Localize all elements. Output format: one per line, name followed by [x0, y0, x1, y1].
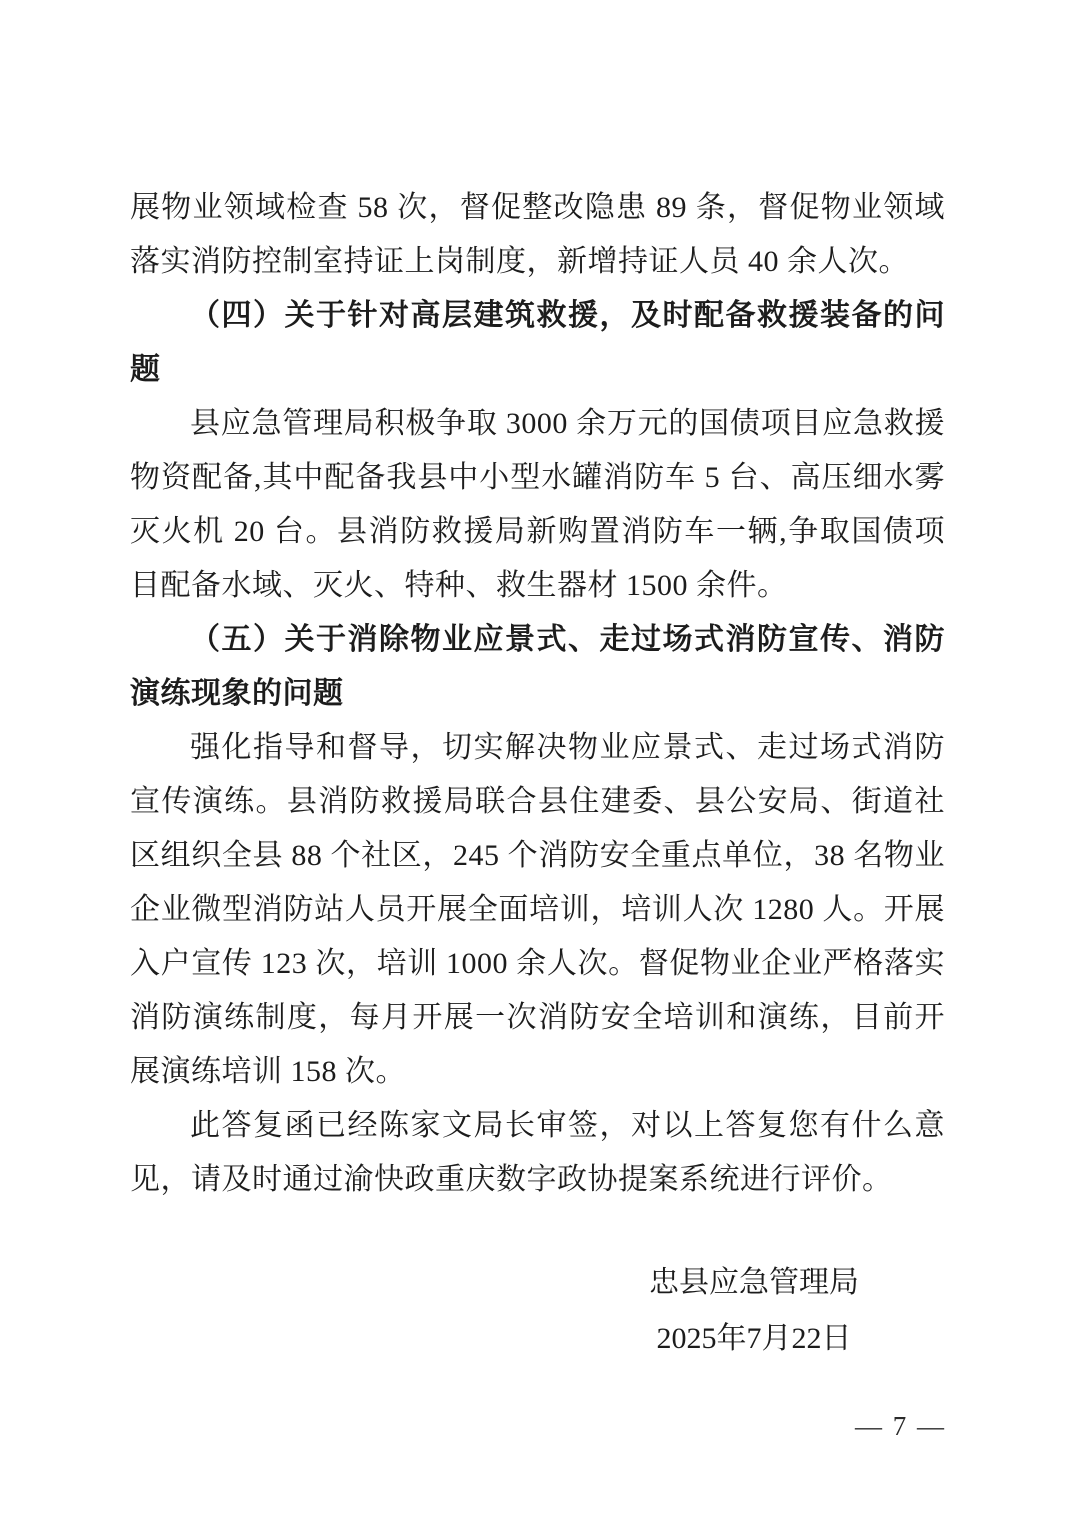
signature-block	[648, 1255, 860, 1367]
issuing-authority: 忠县应急管理局	[649, 1266, 859, 1299]
page-number: — 7 —	[855, 1411, 946, 1441]
document-body	[130, 181, 945, 1207]
section-heading-5: （五）关于消除物业应景式、走过场式消防宣传、消防演练现象的问题	[130, 623, 945, 710]
paragraph-continued-from-previous-page: 展物业领域检查 58 次，督促整改隐患 89 条，督促物业领域落实消防控制室持证上岗制度，新增持证人员 40 余人次。	[130, 191, 945, 278]
paragraph-section-5-body: 强化指导和督导，切实解决物业应景式、走过场式消防宣传演练。县消防救援局联合县住建委、县公安局、街道社区组织全县 88 个社区，245 个消防安全重点单位，38 名物业企业微型消防站人员开展全面培训，培训人次 1280 人。开展入户宣传 123 次，培训 1000 余人次。督促物业企业严格落实消防演练制度，每月开展一次消防安全培训和演练，目前开展演练培训 158 次。	[130, 731, 945, 1088]
signature-date: 2025年7月22日	[656, 1322, 852, 1355]
paragraph-closing: 此答复函已经陈家文局长审签，对以上答复您有什么意见，请及时通过渝快政重庆数字政协提案系统进行评价。	[130, 1109, 945, 1196]
paragraph-section-4-body: 县应急管理局积极争取 3000 余万元的国债项目应急救援物资配备,其中配备我县中小型水罐消防车 5 台、高压细水雾灭火机 20 台。县消防救援局新购置消防车一辆,争取国债项目配备水域、灭火、特种、救生器材 1500 余件。	[130, 407, 945, 602]
section-heading-4: （四）关于针对高层建筑救援，及时配备救援装备的问题	[130, 299, 945, 386]
